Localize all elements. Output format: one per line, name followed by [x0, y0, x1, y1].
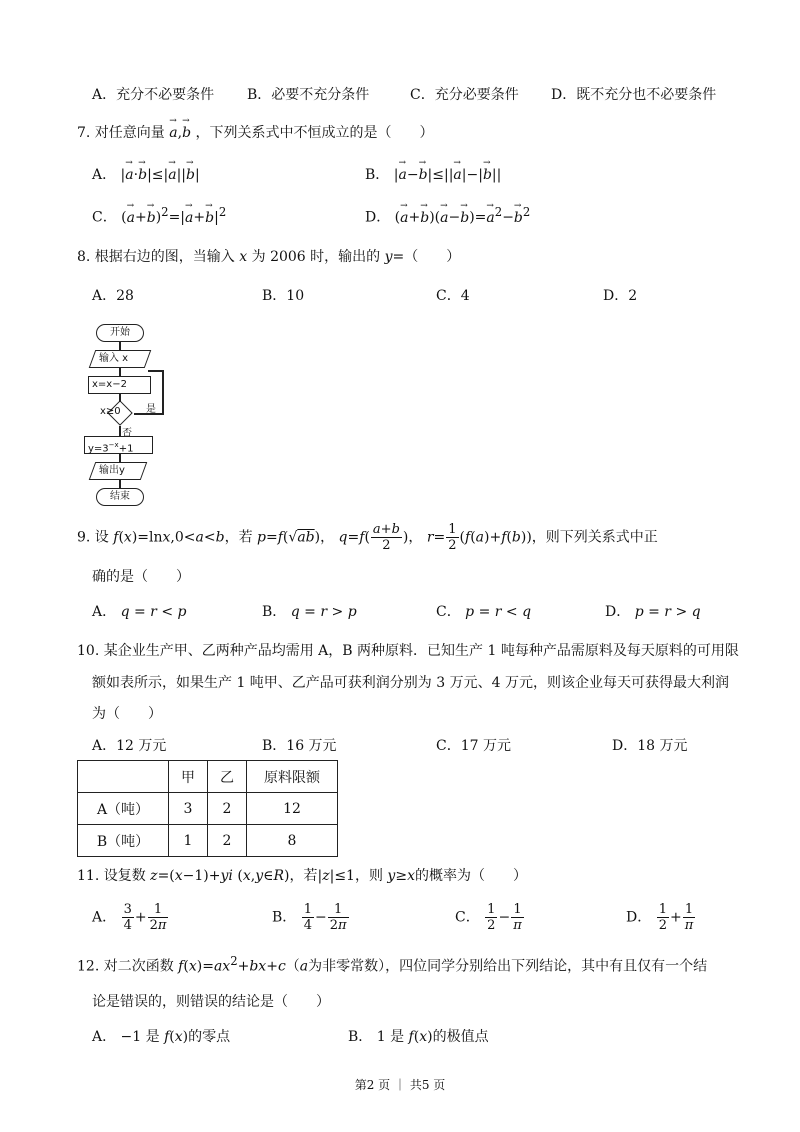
q11-option-b: B． $\frac{1}{4}$ − $\frac{1}{2\pi}$ [272, 902, 347, 933]
q6-option-a: A．充分不必要条件 [92, 87, 215, 103]
q6-option-d: D．既不充分也不必要条件 [551, 87, 717, 103]
flow-start: 开始 [96, 324, 144, 342]
q8-option-b: B．10 [262, 288, 305, 304]
q8-flowchart [84, 320, 174, 510]
q12-stem: 12. 对二次函数 $f(x)=ax^2+bx+c(a$为非零常数），四位同学分别给出下列结论，其中有且仅有一个结 [77, 954, 708, 975]
q7-option-b: B． |→ a−→ b|≤||→ a|−|→ b|| [365, 164, 501, 184]
flow-assign: x=x−2 [88, 376, 151, 394]
q10-table [77, 760, 338, 857]
flow-cond: x≥0 [100, 406, 121, 417]
q12-option-b: B． 1 是 f(x)的极值点 [348, 1029, 489, 1045]
flow-no-label: 否 [122, 428, 132, 439]
table-row: B（吨） 1 2 8 [78, 825, 338, 857]
q11-option-a: A． $\frac{3}{4}$ + $\frac{1}{2\pi}$ [92, 902, 167, 933]
q10-stem-line3: 为（ ） [92, 706, 162, 722]
q10-option-a: A．12 万元 [92, 738, 167, 754]
q10-option-b: B．16 万元 [262, 738, 337, 754]
q9-option-c: C． p = r < q [436, 604, 532, 620]
q9-option-b: B． q = r > p [262, 604, 357, 620]
table-row: A（吨） 3 2 12 [78, 793, 338, 825]
q7-stem: 7. 对任意向量 → a,→ b ，下列关系式中不恒成立的是（ ） [77, 122, 434, 142]
q7-stem-suffix: ，下列关系式中不恒成立的是（ ） [195, 125, 434, 141]
q10-stem-line2: 额如表所示，如果生产 1 吨甲、乙产品可获利润分别为 3 万元、4 万元，则该企业每天可获得最大利润 [92, 675, 729, 691]
table-row: 甲 乙 原料限额 [78, 761, 338, 793]
q10-option-c: C．17 万元 [436, 738, 511, 754]
q9-option-a: A． q = r < p [92, 604, 187, 620]
q11-option-c: C． $\frac{1}{2}$ − $\frac{1}{\pi}$ [455, 902, 522, 933]
q7-option-c: C． (→ $a+\to b)^2=|\to a+\to b|^2$ [92, 205, 226, 227]
flow-end: 结束 [96, 488, 144, 506]
q7-option-a: A． |→ a·→ b|≤|→ a||→ b| [92, 164, 200, 184]
q11-stem: 11. 设复数 z=(x−1)+yi (x,y∈R)，若|z|≤1，则 y≥x的概率为（ ） [77, 868, 527, 884]
page-footer: 第2 页 ｜ 共5 页 [354, 1078, 446, 1092]
q9-option-d: D． p = r > q [605, 604, 701, 620]
q7-option-d: D． (→ $a+\to b)(\to a-\to b)=\to a^2-\to b^2$ [365, 205, 530, 227]
q10-stem-line1: 10. 某企业生产甲、乙两种产品均需用 A，B 两种原料．已知生产 1 吨每种产品需原料及每天原料的可用限 [77, 643, 739, 659]
q12-stem-line2: 论是错误的，则错误的结论是（ ） [92, 994, 330, 1010]
q8-option-d: D．2 [603, 288, 638, 304]
flow-output: 输出y [89, 462, 148, 480]
flow-calc: $y=3^{-x}+1$ [84, 436, 153, 454]
q7-stem-prefix: 7. 对任意向量 [77, 125, 165, 141]
flow-input: 输入 x [89, 350, 152, 368]
q8-stem: 8. 根据右边的图，当输入 x 为 2006 时，输出的 y=（ ） [77, 249, 461, 265]
q6-option-b: B．必要不充分条件 [247, 87, 370, 103]
q8-option-c: C．4 [436, 288, 470, 304]
flow-yes-label: 是 [146, 404, 156, 415]
q12-option-a: A． −1 是 f(x)的零点 [92, 1029, 231, 1045]
q8-option-a: A．28 [92, 288, 134, 304]
q6-option-c: C．充分必要条件 [410, 87, 519, 103]
q9-stem-line2: 确的是（ ） [92, 569, 190, 585]
q9-stem: 9. 设 f(x)=lnx,0<a<b，若 p=f(√ab)， q=f( $\frac{a+b}{2}$ )， r= $\frac{1}{2}$ (f(a)+f(b))，则下列关系式中正 [77, 522, 658, 553]
q11-option-d: D． $\frac{1}{2}$ + $\frac{1}{\pi}$ [626, 902, 694, 933]
q10-option-d: D．18 万元 [612, 738, 688, 754]
